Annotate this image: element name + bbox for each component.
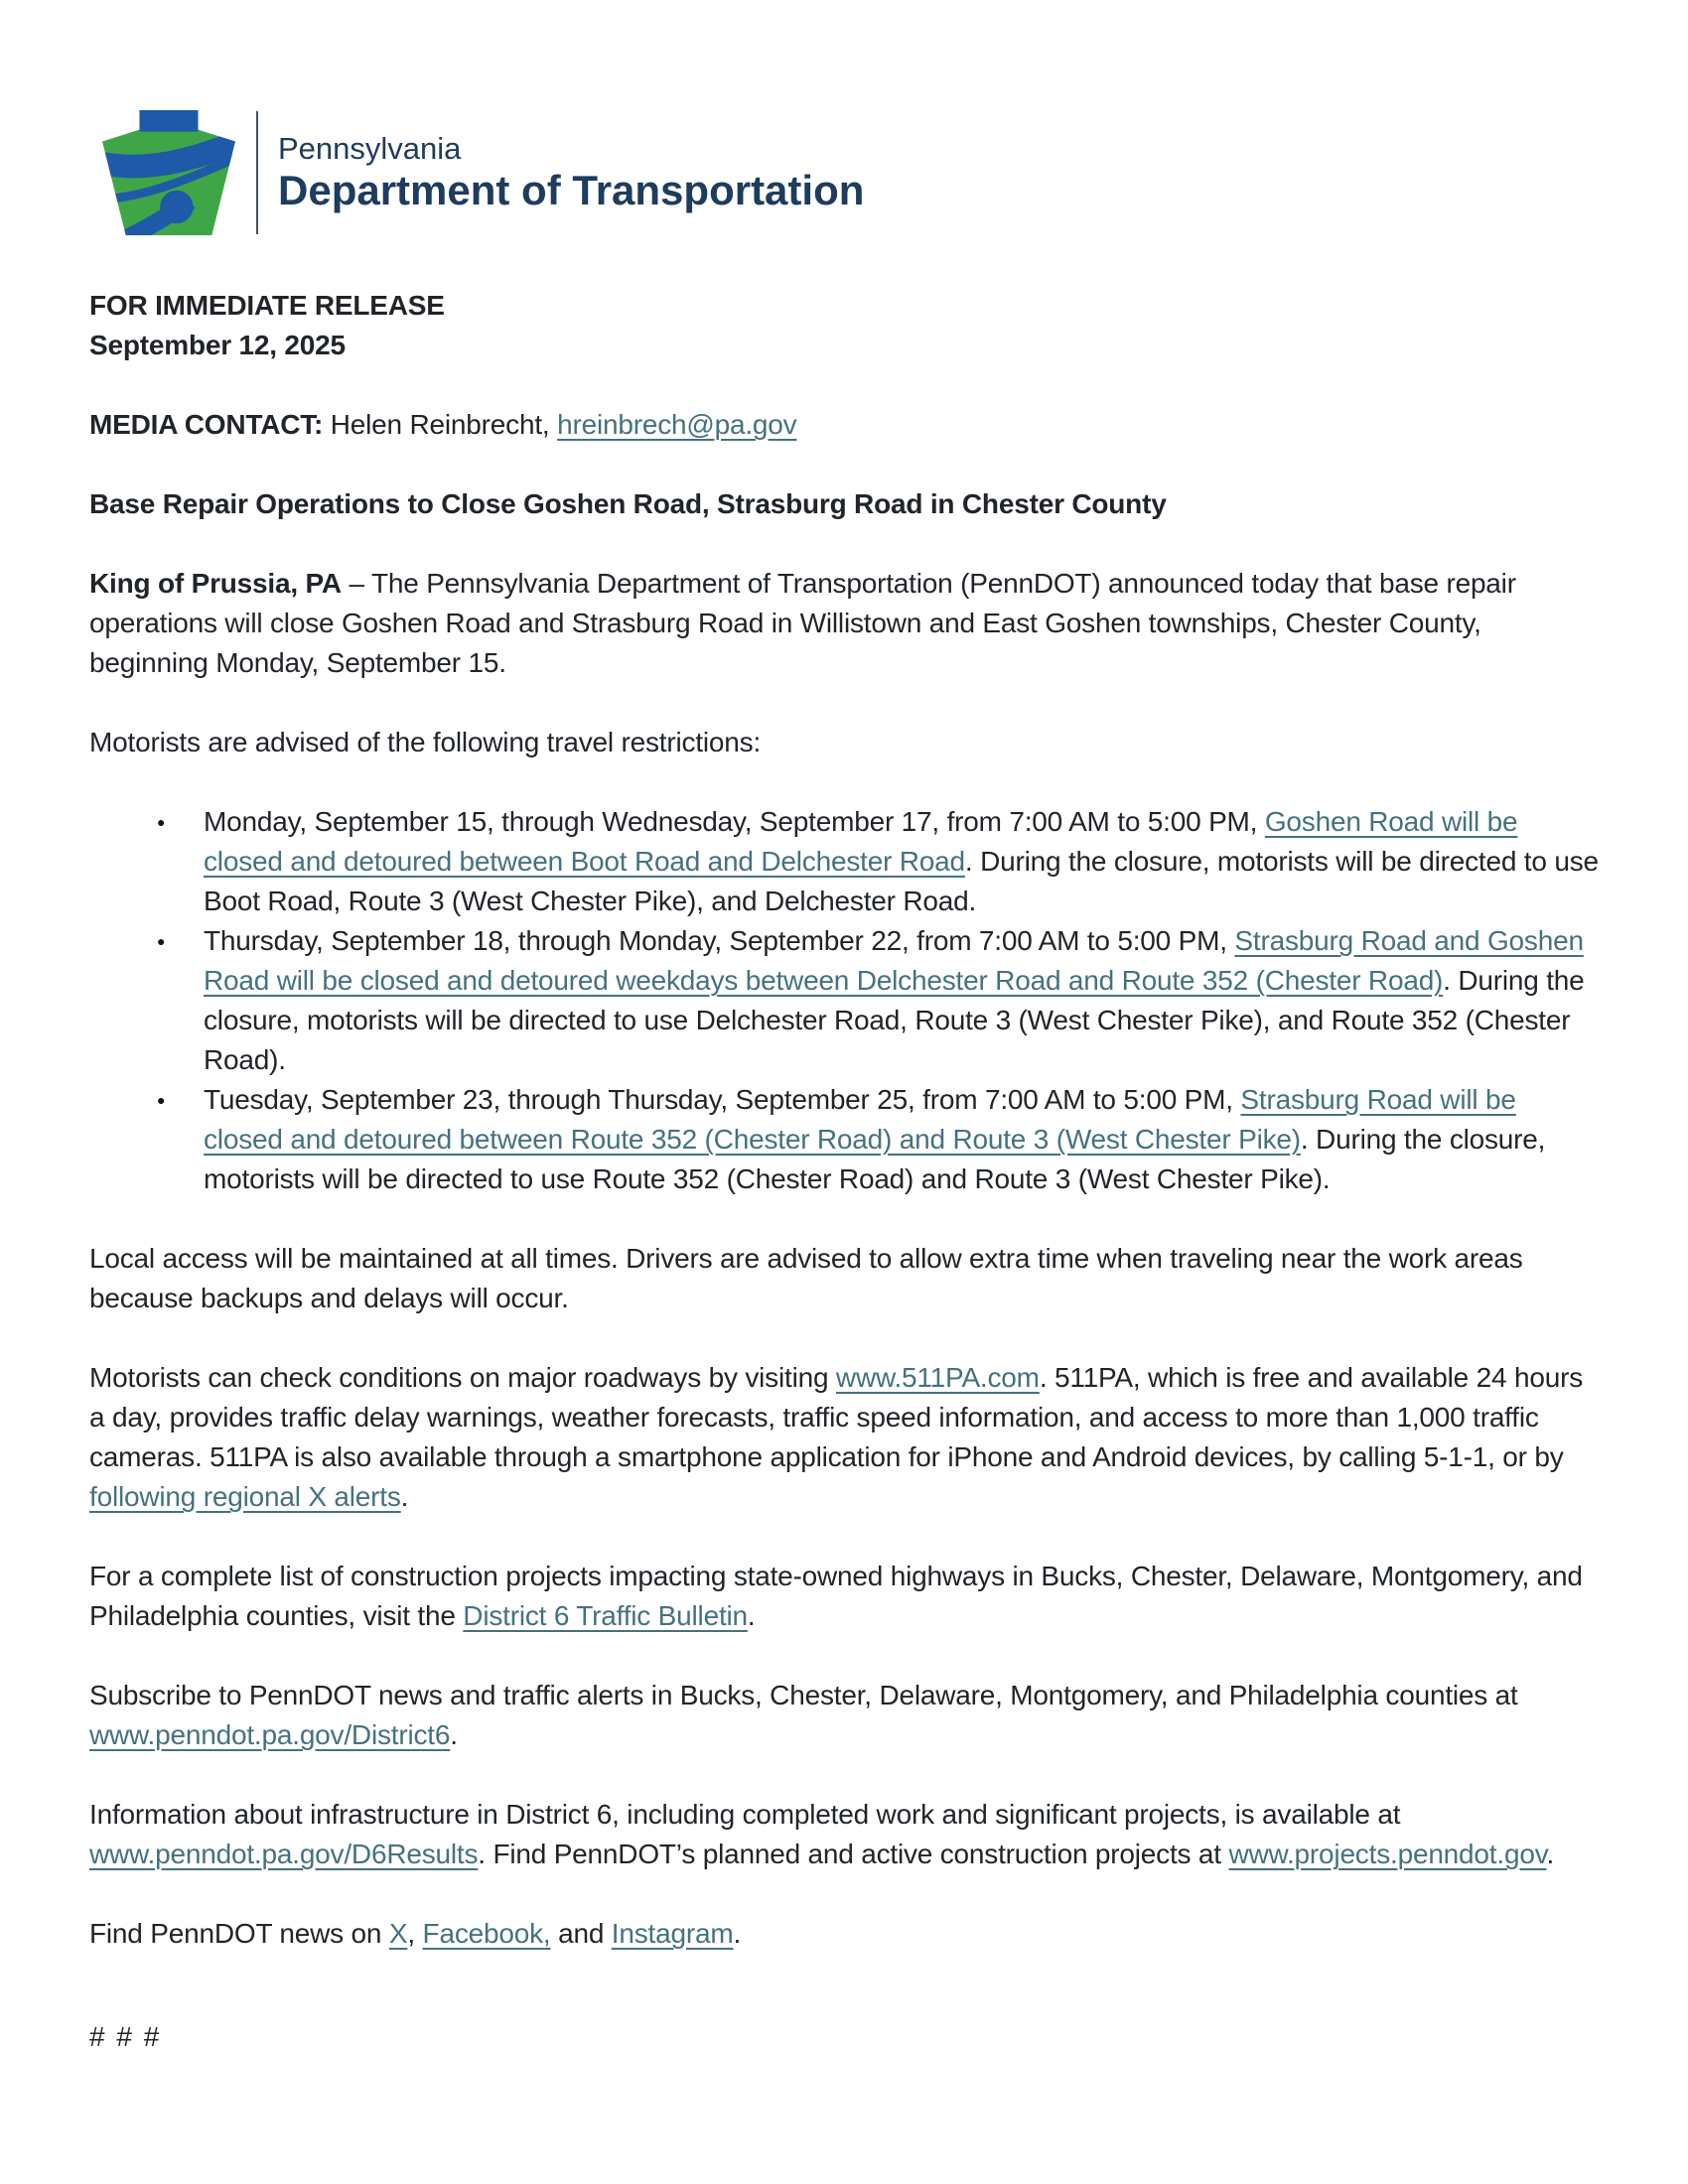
text-run: . 511PA, which is free and available 24 hours a day, provides traffic delay warnings, weather forecasts, traffic speed information, and access to more than 1,000 traffic cameras. 511PA is also available through a smartphone application for iPhone and Android devices, by calling 5-1-1, or by — [89, 1362, 1583, 1472]
text-run: . Find PennDOT’s planned and active construction projects at — [478, 1839, 1229, 1869]
text-run: For a complete list of construction projects impacting state-owned highways in Bucks, Chester, Delaware, Montgomery, and Philadelphia counties, visit the — [89, 1561, 1583, 1631]
instagram-link[interactable]: Instagram — [611, 1918, 734, 1949]
text-run: Find PennDOT news on — [89, 1918, 389, 1949]
text-run: . During the closure, motorists will be directed to use Route 352 (Chester Road) and Route 3 (West Chester Pike). — [204, 1124, 1546, 1194]
text-run: . — [450, 1719, 458, 1750]
paragraph — [89, 1557, 1599, 1636]
text-run: Subscribe to PennDOT news and traffic alerts in Bucks, Chester, Delaware, Montgomery, and Philadelphia counties at — [89, 1680, 1518, 1710]
media-contact-email-link[interactable]: hreinbrech@pa.gov — [557, 409, 797, 440]
text-run: Local access will be maintained at all times. Drivers are advised to allow extra time when traveling near the work areas because backups and delays will occur. — [89, 1243, 1523, 1313]
regional-x-alerts-link[interactable]: following regional X alerts — [89, 1481, 401, 1512]
x-link[interactable]: X — [388, 1918, 408, 1949]
closing-marks: # # # — [89, 2021, 162, 2052]
text-run: Motorists are advised of the following travel restrictions: — [89, 727, 762, 757]
paragraph — [89, 1239, 1599, 1318]
district6-traffic-bulletin-link[interactable]: District 6 Traffic Bulletin — [463, 1600, 748, 1631]
text-run: . — [1546, 1839, 1555, 1869]
paragraph — [89, 564, 1599, 683]
paragraph — [89, 1914, 1599, 1954]
penndot-masthead — [99, 109, 1599, 236]
text-run: , — [407, 1918, 423, 1949]
media-contact-name: Helen Reinbrecht, — [323, 409, 558, 440]
paragraph — [89, 1676, 1599, 1755]
logo-divider — [256, 111, 258, 234]
paragraph — [89, 723, 1599, 762]
bold-text: King of Prussia, PA — [89, 568, 342, 599]
facebook-link[interactable]: Facebook, — [422, 1918, 551, 1949]
list-item — [204, 1080, 1599, 1199]
media-contact-line — [89, 405, 1599, 445]
text-run: Monday, September 15, through Wednesday, September 17, from 7:00 AM to 5:00 PM, — [204, 806, 1265, 837]
media-contact-label: MEDIA CONTACT: — [89, 409, 324, 440]
list-item — [204, 921, 1599, 1080]
text-run: Tuesday, September 23, through Thursday, September 25, from 7:00 AM to 5:00 PM, — [204, 1084, 1241, 1115]
keystone-top-tab — [139, 109, 198, 132]
text-run: . During the closure, motorists will be directed to use Delchester Road, Route 3 (West Chester Pike), and Route 352 (Chester Road). — [204, 965, 1585, 1075]
list-item — [204, 802, 1599, 921]
text-run: Information about infrastructure in District 6, including completed work and significant projects, is available at — [89, 1799, 1401, 1830]
goshen-road-closure-link[interactable]: Goshen Road will be closed and detoured between Boot Road and Delchester Road — [204, 806, 1518, 877]
document-body — [89, 564, 1599, 1954]
release-label: FOR IMMEDIATE RELEASE — [89, 290, 445, 321]
text-run: . — [400, 1481, 409, 1512]
text-run: . During the closure, motorists will be directed to use Boot Road, Route 3 (West Chester Pike), and Delchester Road. — [204, 846, 1599, 916]
release-block — [89, 286, 1599, 365]
logo-dot — [160, 191, 193, 223]
restrictions-list — [89, 802, 1599, 1199]
strasburg-goshen-closure-link[interactable]: Strasburg Road and Goshen Road will be closed and detoured weekdays between Delchester Road and Route 352 (Chester Road) — [204, 925, 1584, 996]
d6results-link[interactable]: www.penndot.pa.gov/D6Results — [89, 1839, 479, 1869]
text-run: and — [550, 1918, 612, 1949]
paragraph — [89, 1358, 1599, 1517]
text-run: Motorists can check conditions on major roadways by visiting — [89, 1362, 836, 1393]
logo-wordmark — [278, 109, 864, 236]
paragraph — [89, 1795, 1599, 1874]
district6-subscribe-link[interactable]: www.penndot.pa.gov/District6 — [89, 1719, 451, 1750]
text-run: . — [747, 1600, 756, 1631]
logo-dept-name: Department of Transportation — [278, 167, 865, 213]
projects-penndot-link[interactable]: www.projects.penndot.gov — [1228, 1839, 1547, 1869]
strasburg-road-closure-link[interactable]: Strasburg Road will be closed and detoured between Route 352 (Chester Road) and Route 3 (West Chester Pike) — [204, 1084, 1516, 1155]
logo-org-name: Pennsylvania — [278, 131, 462, 166]
headline: Base Repair Operations to Close Goshen Road, Strasburg Road in Chester County — [89, 488, 1167, 519]
text-run: . — [733, 1918, 742, 1949]
511pa-link[interactable]: www.511PA.com — [835, 1362, 1040, 1393]
keystone-logo-icon — [99, 109, 238, 236]
release-date: September 12, 2025 — [89, 330, 346, 360]
text-run: Thursday, September 18, through Monday, September 22, from 7:00 AM to 5:00 PM, — [204, 925, 1235, 956]
text-run: – The Pennsylvania Department of Transportation (PennDOT) announced today that base repair operations will close Goshen Road and Strasburg Road in Willistown and East Goshen townships, Chester County, beginning Monday, September 15. — [89, 568, 1516, 678]
